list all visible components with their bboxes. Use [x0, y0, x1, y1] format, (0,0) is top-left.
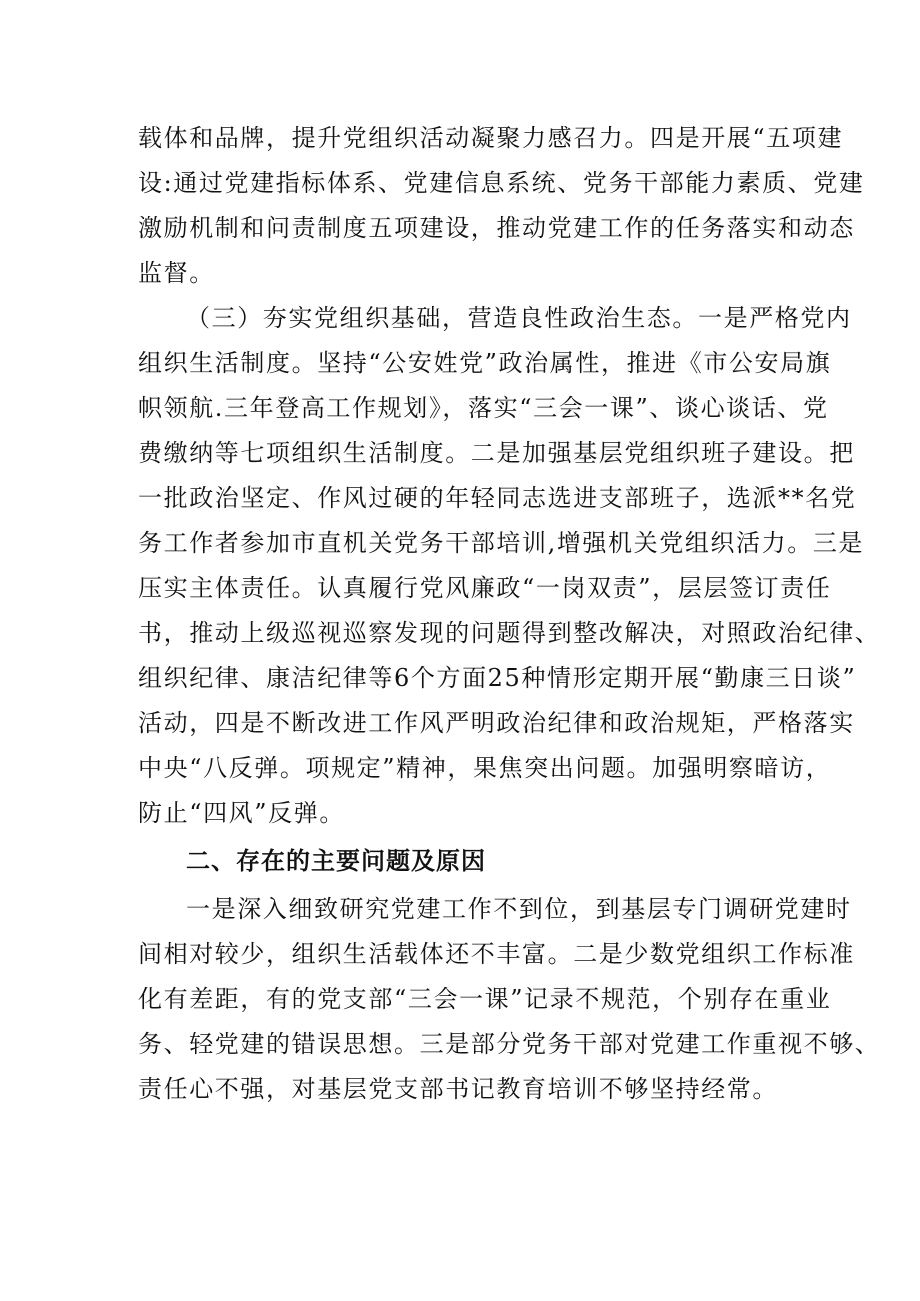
- text-line: 活动，四是不断改进工作风严明政治纪律和政治规矩，严格落实: [138, 709, 855, 737]
- section-heading: 二、存在的主要问题及原因: [186, 847, 486, 875]
- text-line: 费缴纳等七项组织生活制度。二是加强基层党组织班子建设。把: [138, 439, 855, 467]
- text-line: 组织纪律、康洁纪律等6个方面25种情形定期开展“勤康三日谈”: [138, 664, 857, 692]
- text-line: 中央“八反弹。项规定”精神，果焦突出问题。加强明察暗访，: [138, 754, 832, 782]
- text-line: 组织生活制度。坚持“公安姓党”政治属性，推进《市公安局旗: [138, 349, 832, 377]
- text-line: 书，推动上级巡视巡察发现的问题得到整改解决，对照政治纪律、: [138, 619, 881, 647]
- text-line: 设:通过党建指标体系、党建信息系统、党务干部能力素质、党建: [138, 169, 865, 197]
- text-line: 一批政治坚定、作风过硬的年轻同志选进支部班子，选派**名党: [138, 484, 857, 512]
- text-line: （三）夯实党组织基础，营造良性政治生态。一是严格党内: [186, 304, 852, 332]
- text-line: 一是深入细致研究党建工作不到位，到基层专门调研党建时: [186, 895, 852, 923]
- text-line: 务工作者参加市直机关党务干部培训,增强机关党组织活力。三是: [138, 529, 865, 557]
- text-line: 帜领航.三年登高工作规划》，落实“三会一课”、谈心谈话、党: [138, 394, 829, 422]
- text-line: 载体和品牌，提升党组织活动凝聚力感召力。四是开展“五项建: [138, 124, 844, 152]
- text-line: 责任心不强，对基层党支部书记教育培训不够坚持经常。: [138, 1075, 778, 1103]
- text-line: 压实主体责任。认真履行党风廉政“一岗双责”，层层签订责任: [138, 574, 832, 602]
- text-line: 间相对较少，组织生活载体还不丰富。二是少数党组织工作标准: [138, 940, 855, 968]
- text-line: 激励机制和问责制度五项建设，推动党建工作的任务落实和动态: [138, 214, 855, 242]
- text-line: 防止“四风”反弹。: [138, 799, 345, 827]
- text-line: 监督。: [138, 259, 215, 287]
- text-line: 化有差距，有的党支部“三会一课”记录不规范，个别存在重业: [138, 985, 832, 1013]
- text-line: 务、轻党建的错误思想。三是部分党务干部对党建工作重视不够、: [138, 1030, 881, 1058]
